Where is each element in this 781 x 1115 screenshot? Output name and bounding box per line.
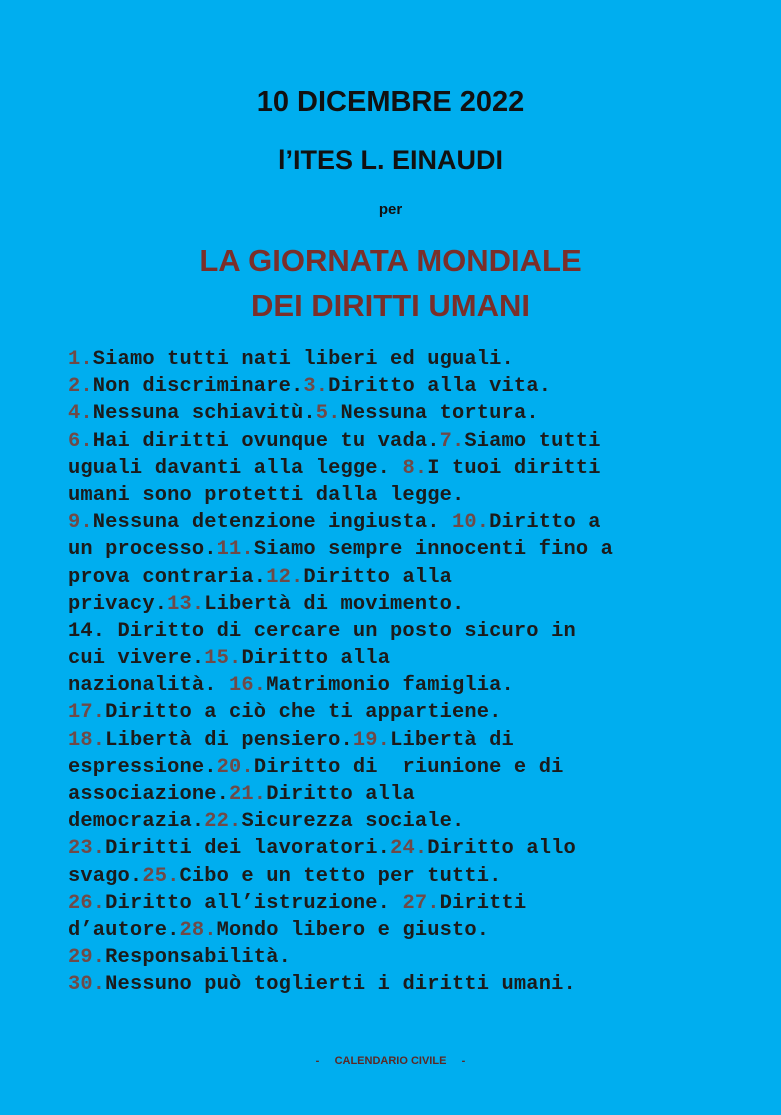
right-text: Siamo tutti nati liberi ed uguali.: [92, 348, 514, 371]
right-number: 11.: [216, 538, 254, 562]
right-number: 9.: [68, 511, 93, 535]
right-text: Libertà di pensiero.: [105, 728, 353, 752]
right-text: espressione.: [68, 755, 217, 779]
title-line-2: DEI DIRITTI UMANI: [251, 288, 530, 323]
right-number: 15.: [204, 647, 242, 671]
right-text: Responsabilità.: [105, 946, 291, 970]
right-text: d’autore.: [68, 918, 180, 942]
rights-line: [68, 754, 768, 781]
school-name: l’ITES L. EINAUDI: [277, 145, 504, 175]
right-text: Diritto a ciò che ti appartiene.: [105, 701, 502, 725]
rights-line: [68, 727, 768, 754]
right-text: nazionalità.: [68, 674, 230, 698]
rights-line: [68, 428, 768, 455]
event-date: 10 DICEMBRE 2022: [256, 86, 525, 118]
right-number: 25.: [142, 864, 180, 888]
right-number: 29.: [68, 946, 106, 970]
right-number: 24.: [390, 837, 428, 861]
right-text: Non discriminare.: [92, 375, 304, 399]
right-number: 17.: [68, 701, 106, 725]
right-text: democrazia.: [68, 810, 205, 834]
right-number: 5.: [315, 402, 341, 426]
right-number: 20.: [216, 755, 254, 779]
rights-line: [68, 536, 768, 563]
rights-line: [68, 944, 768, 971]
rights-line: [68, 482, 768, 509]
right-text: associazione.: [68, 783, 230, 806]
right-number: 13.: [167, 592, 205, 616]
rights-line: [68, 808, 768, 835]
rights-list: [68, 346, 768, 999]
rights-line: [68, 645, 768, 672]
right-number: 1.: [68, 348, 93, 371]
right-text: umani sono protetti dalla legge.: [68, 483, 465, 507]
rights-line: [68, 346, 768, 373]
right-text: Diritti: [439, 891, 527, 915]
right-number: 28.: [179, 918, 217, 942]
right-text: Libertà di movimento.: [204, 592, 465, 616]
right-number: 4.: [68, 402, 93, 426]
right-number: 12.: [266, 565, 304, 589]
right-text: Sicurezza sociale.: [241, 810, 465, 834]
right-number: 27.: [402, 891, 440, 915]
right-text: privacy.: [68, 592, 168, 616]
rights-line: [68, 509, 768, 536]
right-text: uguali davanti alla legge.: [68, 456, 403, 480]
right-text: Siamo sempre innocenti fino a: [253, 538, 614, 562]
rights-line: [68, 781, 768, 808]
right-number: 6.: [68, 429, 93, 453]
right-text: un processo.: [68, 538, 217, 562]
rights-line: [68, 890, 768, 917]
right-number: 19.: [352, 728, 391, 752]
right-text: Diritti dei lavoratori.: [105, 837, 391, 861]
rights-line: [68, 591, 768, 618]
right-text: Mondo libero e giusto.: [216, 918, 490, 942]
right-number: 3.: [303, 375, 329, 399]
right-text: Diritto alla: [266, 783, 415, 806]
connector-word: per: [378, 201, 403, 218]
right-number: 18.: [68, 728, 106, 752]
right-number: 30.: [68, 973, 106, 997]
right-text: Matrimonio famiglia.: [266, 674, 514, 698]
rights-line: [68, 917, 768, 944]
right-text: Siamo tutti: [464, 429, 601, 453]
right-text: Diritto allo: [427, 837, 576, 861]
right-number: 2.: [68, 375, 93, 399]
right-text: Nessuna schiavitù.: [92, 402, 316, 426]
footer-label: - CALENDARIO CIVILE -: [315, 1055, 466, 1067]
right-text: 14. Diritto di cercare un posto sicuro in: [68, 619, 576, 643]
right-number: 16.: [229, 674, 267, 698]
right-number: 7.: [439, 429, 465, 453]
right-text: svago.: [68, 864, 143, 888]
right-text: Diritto di riunione e di: [253, 755, 564, 779]
right-number: 21.: [229, 783, 267, 806]
right-number: 22.: [204, 810, 242, 834]
right-text: Diritto alla vita.: [328, 375, 552, 399]
rights-line: [68, 373, 768, 400]
right-number: 10.: [452, 511, 490, 535]
rights-line: [68, 699, 768, 726]
right-text: Nessuno può toglierti i diritti umani.: [105, 973, 576, 997]
title-line-1: LA GIORNATA MONDIALE: [199, 243, 582, 278]
right-text: Nessuna detenzione ingiusta.: [92, 511, 452, 535]
rights-line: [68, 971, 768, 998]
rights-line: [68, 400, 768, 427]
right-text: Hai diritti ovunque tu vada.: [92, 429, 440, 453]
right-text: Diritto a: [489, 511, 601, 535]
rights-line: [68, 455, 768, 482]
rights-line: [68, 672, 768, 699]
right-text: cui vivere.: [68, 647, 205, 671]
right-text: Diritto alla: [241, 647, 391, 671]
right-number: 23.: [68, 837, 106, 861]
right-number: 26.: [68, 891, 106, 915]
right-text: prova contraria.: [68, 565, 267, 589]
rights-line: [68, 835, 768, 862]
right-text: Diritto all’istruzione.: [105, 891, 403, 915]
rights-line: [68, 564, 768, 591]
right-text: Libertà di: [390, 728, 514, 752]
right-number: 8.: [402, 456, 428, 480]
right-text: Nessuna tortura.: [340, 402, 539, 426]
right-text: Cibo e un tetto per tutti.: [179, 864, 502, 888]
rights-line: [68, 618, 768, 645]
rights-line: [68, 863, 768, 890]
right-text: Diritto alla: [303, 565, 452, 589]
right-text: I tuoi diritti: [427, 456, 601, 480]
